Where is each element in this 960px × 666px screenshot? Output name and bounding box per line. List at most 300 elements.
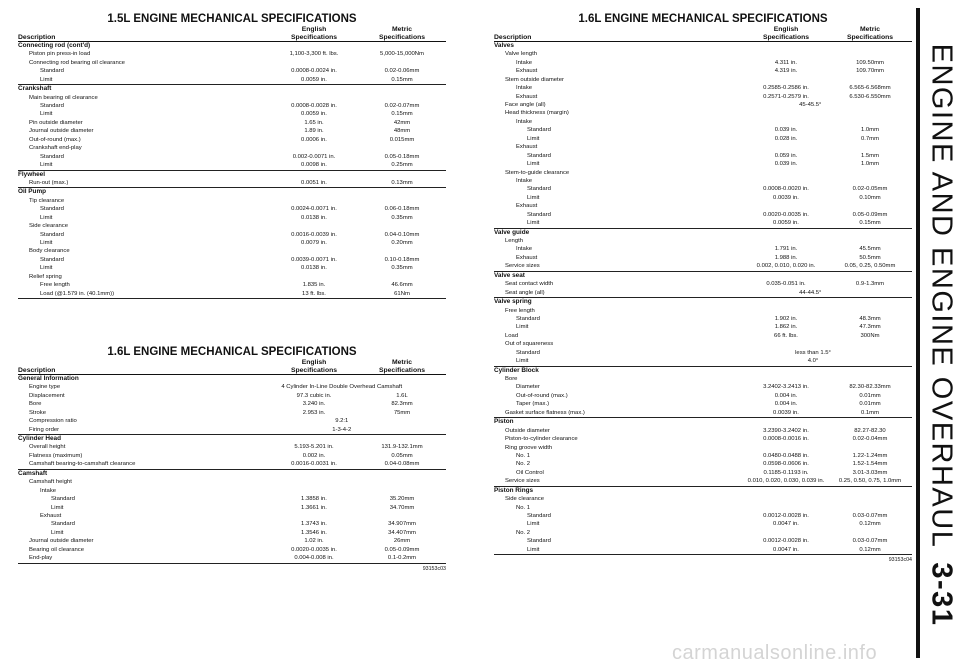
metric-header: Metric Specifications <box>378 359 426 374</box>
spec-english: 0.035-0.051 in. <box>766 281 806 288</box>
spec-description: Ring groove width <box>505 444 553 451</box>
spec-metric: 0.10mm <box>859 194 881 201</box>
spec-metric: 48.3mm <box>859 315 881 322</box>
spec-description: Oil Pump <box>18 188 47 196</box>
spec-english: 0.0008-0.0024 in. <box>291 68 337 75</box>
spec-metric: 0.25, 0.50, 0.75, 1.0mm <box>838 478 902 485</box>
spec-row <box>18 409 446 417</box>
group-row <box>494 418 912 426</box>
page-number: 3-31 <box>925 562 958 627</box>
spec-description: Camshaft height <box>29 479 72 486</box>
spec-description: Main bearing oil clearance <box>29 94 98 101</box>
spec-description: Service sizes <box>505 478 540 485</box>
spec-description: Standard <box>40 68 64 75</box>
chapter-title: ENGINE AND ENGINE OVERHAUL <box>925 43 958 549</box>
spec-metric: 0.35mm <box>391 265 413 272</box>
spec-row <box>18 205 446 213</box>
spec-description: Cylinder Head <box>18 435 61 443</box>
spec-row <box>18 59 446 67</box>
spec-english: 0.002, 0.010, 0.020 in. <box>756 263 816 270</box>
spec-metric: 0.06-0.18mm <box>384 206 420 213</box>
spec-metric: 61Nm <box>394 290 410 297</box>
spec-description: Intake <box>516 118 533 125</box>
spec-description: Exhaust <box>40 512 62 519</box>
spec-row <box>18 546 446 554</box>
spec-row <box>18 50 446 58</box>
spec-row <box>18 281 446 289</box>
spec-metric: 0.04-0.10mm <box>384 231 420 238</box>
spec-english: 4.311 in. <box>774 59 798 66</box>
spec-english: 3.240 in. <box>302 401 326 408</box>
spec-metric: 0.12mm <box>859 521 881 528</box>
spec-row <box>18 119 446 127</box>
spec-row <box>494 349 912 357</box>
spec-metric: 0.20mm <box>391 240 413 247</box>
spec-english: 0.002 in. <box>302 452 326 459</box>
spec-section-1-6l-valves <box>494 12 912 563</box>
spec-metric: 0.1-0.2mm <box>387 555 417 562</box>
spec-shared-value: less than 1.5° <box>795 349 831 356</box>
spec-english: 3.2390-3.2402 in. <box>763 427 809 434</box>
spec-metric: 0.04-0.08mm <box>384 461 420 468</box>
spec-row <box>494 237 912 245</box>
spec-description: No. 2 <box>516 529 531 536</box>
group-row <box>18 42 446 50</box>
spec-row <box>18 214 446 222</box>
spec-metric: 0.03-0.07mm <box>852 513 888 520</box>
chapter-side-title <box>924 10 958 660</box>
spec-metric: 1.22-1.24mm <box>852 452 888 459</box>
spec-description: Standard <box>40 256 64 263</box>
group-row <box>18 470 446 478</box>
spec-english: 0.039 in. <box>774 161 798 168</box>
spec-metric: 0.1mm <box>860 409 879 416</box>
spec-row <box>494 152 912 160</box>
figure-code: 93153c04 <box>888 557 912 564</box>
spec-english: 0.004 in. <box>774 392 798 399</box>
spec-metric: 0.9-1.3mm <box>855 281 885 288</box>
spec-row <box>494 315 912 323</box>
spec-shared-value: 45-45.5° <box>799 102 822 109</box>
group-row <box>494 367 912 375</box>
spec-row <box>494 375 912 383</box>
column-headers <box>18 359 446 375</box>
spec-english: 0.0008-0.0020 in. <box>763 186 809 193</box>
spec-row <box>494 135 912 143</box>
spec-row <box>18 487 446 495</box>
spec-row <box>18 426 446 435</box>
spec-english: 0.0059 in. <box>301 76 327 83</box>
spec-row <box>18 76 446 85</box>
spec-english: 0.028 in. <box>774 135 798 142</box>
spec-english: 1.791 in. <box>774 246 798 253</box>
spec-metric: 1.5mm <box>860 152 879 159</box>
spec-description: Face angle (all) <box>505 102 546 109</box>
spec-row <box>494 392 912 400</box>
spec-description: Cylinder Block <box>494 366 539 374</box>
spec-row <box>494 521 912 529</box>
spec-english: 0.0047 in. <box>773 521 799 528</box>
spec-metric: 50.5mm <box>859 254 881 261</box>
spec-english: 0.0059 in. <box>773 220 799 227</box>
spec-row <box>494 323 912 331</box>
spec-description: Limit <box>527 135 540 142</box>
description-header: Description <box>494 33 532 41</box>
spec-description: Limit <box>527 161 540 168</box>
spec-english: 0.039 in. <box>774 127 798 134</box>
spec-metric: 0.02-0.07mm <box>384 103 420 110</box>
spec-description: Limit <box>40 111 53 118</box>
spec-metric: 0.01mm <box>859 401 881 408</box>
section-title: 1.6L ENGINE MECHANICAL SPECIFICATIONS <box>578 13 828 25</box>
metric-header: Metric Specifications <box>378 26 426 41</box>
spec-description: Overall height <box>29 444 66 451</box>
spec-english: 1.3661 in. <box>301 504 327 511</box>
spec-description: Firing order <box>29 426 60 433</box>
spec-description: Limit <box>40 265 53 272</box>
spec-description: Stem-to-guide clearance <box>505 169 570 176</box>
spec-row <box>494 427 912 435</box>
spec-english: 0.0138 in. <box>301 265 327 272</box>
spec-english: 0.0012-0.0028 in. <box>763 513 809 520</box>
spec-description: Intake <box>516 85 533 92</box>
spec-description: Out of squareness <box>505 341 554 348</box>
spec-row <box>494 384 912 392</box>
spec-metric: 34.70mm <box>389 504 415 511</box>
spec-description: Flatness (maximum) <box>29 452 83 459</box>
column-headers <box>18 26 446 42</box>
spec-english: 0.2585-0.2586 in. <box>763 85 809 92</box>
spec-row <box>18 264 446 272</box>
spec-metric: 46.6mm <box>391 282 413 289</box>
spec-metric: 1.0mm <box>860 127 879 134</box>
spec-english: 1.65 in. <box>304 119 324 126</box>
spec-english: 0.0051 in. <box>301 179 327 186</box>
spec-description: Exhaust <box>516 68 538 75</box>
column-headers <box>494 26 912 42</box>
spec-metric: 0.02-0.05mm <box>852 186 888 193</box>
spec-metric: 48mm <box>393 128 411 135</box>
spec-english: 0.0016-0.0039 in. <box>291 231 337 238</box>
spec-description: Valve guide <box>494 228 530 236</box>
spec-description: Standard <box>51 521 75 528</box>
spec-metric: 0.10-0.18mm <box>384 256 420 263</box>
spec-english: 0.0039 in. <box>773 194 799 201</box>
spec-description: Free length <box>40 282 70 289</box>
group-row <box>494 272 912 280</box>
spec-description: Gasket surface flatness (max.) <box>505 409 585 416</box>
spec-metric: 0.03-0.07mm <box>852 538 888 545</box>
spec-description: Head thickness (margin) <box>505 110 569 117</box>
spec-metric: 0.35mm <box>391 214 413 221</box>
spec-row <box>494 332 912 340</box>
spec-row <box>494 202 912 210</box>
spec-english: 4.319 in. <box>774 68 798 75</box>
spec-metric: 109.50mm <box>856 59 884 66</box>
spec-english: 1.89 in. <box>304 128 324 135</box>
spec-row <box>494 357 912 366</box>
spec-metric: 45.5mm <box>859 246 881 253</box>
spec-row <box>494 452 912 460</box>
spec-row <box>494 160 912 168</box>
watermark: carmanualsonline.info <box>672 642 878 664</box>
spec-description: Outside diameter <box>505 427 550 434</box>
spec-description: No. 1 <box>516 452 531 459</box>
spec-row <box>494 254 912 262</box>
spec-row <box>494 444 912 452</box>
group-row <box>494 229 912 237</box>
spec-description: Connecting rod (cont'd) <box>18 41 91 49</box>
spec-description: Seat angle (all) <box>505 289 545 296</box>
spec-row <box>494 177 912 185</box>
spec-description: Diameter <box>516 384 540 391</box>
group-row <box>494 42 912 50</box>
spec-description: Piston pin press-in load <box>29 51 91 58</box>
spec-row <box>18 392 446 400</box>
spec-row <box>494 469 912 477</box>
spec-row <box>494 529 912 537</box>
spec-row <box>494 126 912 134</box>
spec-english: 0.0039 in. <box>773 409 799 416</box>
spec-row <box>18 231 446 239</box>
spec-description: Standard <box>527 127 551 134</box>
spec-description: Exhaust <box>516 203 538 210</box>
spec-row <box>18 512 446 520</box>
spec-description: Engine type <box>29 384 61 391</box>
spec-row <box>494 93 912 101</box>
spec-description: Stem outside diameter <box>505 76 564 83</box>
spec-description: Standard <box>527 538 551 545</box>
spec-row <box>18 417 446 425</box>
spec-description: Out-of-round (max.) <box>516 392 568 399</box>
spec-metric: 300Nm <box>860 332 880 339</box>
spec-row <box>494 194 912 202</box>
group-row <box>18 435 446 443</box>
group-row <box>494 298 912 306</box>
spec-row <box>494 246 912 254</box>
spec-english: 0.004-0.008 in. <box>294 555 334 562</box>
spec-row <box>18 452 446 460</box>
spec-description: Standard <box>527 186 551 193</box>
spec-description: Crankshaft <box>18 85 52 93</box>
spec-description: Run-out (max.) <box>29 179 69 186</box>
spec-english: 0.002-0.0071 in. <box>292 153 336 160</box>
spec-description: Standard <box>527 152 551 159</box>
spec-description: Piston <box>494 418 514 426</box>
spec-metric: 0.05mm <box>391 452 413 459</box>
spec-row <box>18 153 446 161</box>
spec-description: Limit <box>40 162 53 169</box>
spec-english: 1.3743 in. <box>301 521 327 528</box>
spec-description: Body clearance <box>29 248 70 255</box>
spec-metric: 0.15mm <box>391 76 413 83</box>
spec-english: 0.2571-0.2579 in. <box>763 93 809 100</box>
spec-metric: 34.407mm <box>388 529 416 536</box>
spec-description: Bearing oil clearance <box>29 546 85 553</box>
spec-description: Intake <box>516 59 533 66</box>
spec-english: 1.3546 in. <box>301 529 327 536</box>
spec-metric: 0.12mm <box>859 546 881 553</box>
spec-row <box>494 76 912 84</box>
spec-description: Side clearance <box>505 496 544 503</box>
spec-english: 1.3858 in. <box>301 496 327 503</box>
section-title: 1.6L ENGINE MECHANICAL SPECIFICATIONS <box>107 346 357 358</box>
spec-description: Standard <box>516 349 540 356</box>
english-header: English Specifications <box>290 359 338 374</box>
spec-description: Relief spring <box>29 273 62 280</box>
spec-metric: 42mm <box>393 119 411 126</box>
spec-metric: 0.02-0.06mm <box>384 68 420 75</box>
spec-english: 5.193-5.201 in. <box>294 444 334 451</box>
spec-row <box>18 179 446 188</box>
spec-english: 0.0020-0.0035 in. <box>291 546 337 553</box>
spec-row <box>494 84 912 92</box>
spec-row <box>18 383 446 391</box>
spec-row <box>494 211 912 219</box>
spec-row <box>18 248 446 256</box>
group-row <box>18 375 446 383</box>
spec-row <box>494 169 912 177</box>
spec-description: Side clearance <box>29 223 68 230</box>
spec-description: Standard <box>40 103 64 110</box>
spec-description: Limit <box>527 194 540 201</box>
spec-row <box>494 512 912 520</box>
spec-description: Oil Control <box>516 469 544 476</box>
spec-metric: 0.7mm <box>860 135 879 142</box>
spec-row <box>18 537 446 545</box>
spec-description: Seat contact width <box>505 281 554 288</box>
spec-row <box>18 136 446 144</box>
spec-shared-value: 4.0° <box>807 358 819 365</box>
spec-description: Crankshaft end-play <box>29 145 82 152</box>
spec-row <box>18 273 446 281</box>
spec-description: Bore <box>505 376 518 383</box>
spec-metric: 0.13mm <box>391 179 413 186</box>
spec-english: 0.0012-0.0028 in. <box>763 538 809 545</box>
spec-metric: 0.05-0.18mm <box>384 153 420 160</box>
english-header: English Specifications <box>290 26 338 41</box>
spec-metric: 6.530-6.550mm <box>849 93 891 100</box>
spec-description: Compression ratio <box>29 418 77 425</box>
spec-description: Standard <box>40 206 64 213</box>
group-row <box>18 188 446 196</box>
spec-row <box>18 144 446 152</box>
spec-row <box>494 118 912 126</box>
spec-row <box>18 161 446 170</box>
spec-row <box>18 520 446 528</box>
spec-description: Piston Rings <box>494 486 534 494</box>
spec-english: 1.835 in. <box>302 282 326 289</box>
spec-description: Limit <box>527 546 540 553</box>
spec-description: Journal outside diameter <box>29 128 94 135</box>
spec-english: 0.1185-0.1193 in. <box>763 469 809 476</box>
spec-english: 0.059 in. <box>774 152 798 159</box>
spec-metric: 5,000-15,000Nm <box>380 51 424 58</box>
spec-description: Limit <box>527 220 540 227</box>
spec-row <box>494 50 912 58</box>
spec-row <box>18 197 446 205</box>
spec-row <box>18 529 446 537</box>
spec-row <box>18 102 446 110</box>
spec-description: Free length <box>505 307 535 314</box>
spec-english: 0.0039-0.0071 in. <box>291 256 337 263</box>
spec-english: 0.0480-0.0488 in. <box>763 452 809 459</box>
spec-row <box>494 307 912 315</box>
spec-english: 13 ft. lbs. <box>302 290 326 297</box>
spec-description: Limit <box>40 240 53 247</box>
spec-metric: 82.30-82.33mm <box>849 384 891 391</box>
spec-row <box>494 477 912 486</box>
spec-row <box>494 110 912 118</box>
spec-english: 0.0016-0.0031 in. <box>291 461 337 468</box>
spec-description: Service sizes <box>505 263 540 270</box>
spec-row <box>494 537 912 545</box>
spec-shared-value: 9.2:1 <box>335 418 349 425</box>
spec-metric: 6.565-6.568mm <box>849 85 891 92</box>
spec-shared-value: 1-3-4-2 <box>332 426 352 433</box>
section-title: 1.5L ENGINE MECHANICAL SPECIFICATIONS <box>107 13 357 25</box>
spec-description: Pin outside diameter <box>29 119 83 126</box>
spec-description: Limit <box>527 521 540 528</box>
spec-row <box>494 546 912 555</box>
spec-metric: 34.907mm <box>388 521 416 528</box>
spec-description: Standard <box>527 211 551 218</box>
description-header: Description <box>18 33 56 41</box>
spec-row <box>18 94 446 102</box>
spec-row <box>494 219 912 228</box>
spec-description: Limit <box>51 529 64 536</box>
spec-metric: 3.01-3.03mm <box>852 469 888 476</box>
spec-row <box>18 256 446 264</box>
spec-row <box>18 444 446 452</box>
spec-english: 0.0598-0.0606 in. <box>763 461 809 468</box>
spec-metric: 0.05-0.09mm <box>852 211 888 218</box>
spec-metric: 0.02-0.04mm <box>852 436 888 443</box>
spec-row <box>494 340 912 348</box>
spec-row <box>494 409 912 418</box>
spec-description: Stroke <box>29 409 47 416</box>
spec-english: 0.0024-0.0071 in. <box>291 206 337 213</box>
spec-metric: 82.27-82.30 <box>854 427 886 434</box>
spec-shared-value: 4 Cylinder In-Line Double Overhead Camshaft <box>281 384 403 391</box>
spec-row <box>18 400 446 408</box>
figure-code: 93153c03 <box>422 565 446 572</box>
spec-english: 1.862 in. <box>774 324 798 331</box>
spec-row <box>18 478 446 486</box>
spec-description: Standard <box>51 496 75 503</box>
spec-shared-value: 44-44.5° <box>799 289 822 296</box>
spec-english: 1.988 in. <box>774 254 798 261</box>
spec-english: 0.0020-0.0035 in. <box>763 211 809 218</box>
spec-metric: 109.70mm <box>856 68 884 75</box>
spec-row <box>494 101 912 109</box>
spec-metric: 1.52-1.54mm <box>852 461 888 468</box>
spec-row <box>494 262 912 271</box>
spec-english: 0.0008-0.0016 in. <box>763 436 809 443</box>
spec-row <box>494 504 912 512</box>
spec-row <box>18 111 446 119</box>
spec-row <box>494 59 912 67</box>
spec-description: Exhaust <box>516 254 538 261</box>
spec-row <box>494 67 912 75</box>
spec-description: Intake <box>516 177 533 184</box>
spec-english: 0.004 in. <box>774 401 798 408</box>
spec-metric: 82.3mm <box>391 401 413 408</box>
spec-metric: 35.20mm <box>389 496 415 503</box>
spec-english: 97.3 cubic in. <box>296 392 332 399</box>
spec-description: Intake <box>40 487 57 494</box>
group-row <box>18 85 446 93</box>
